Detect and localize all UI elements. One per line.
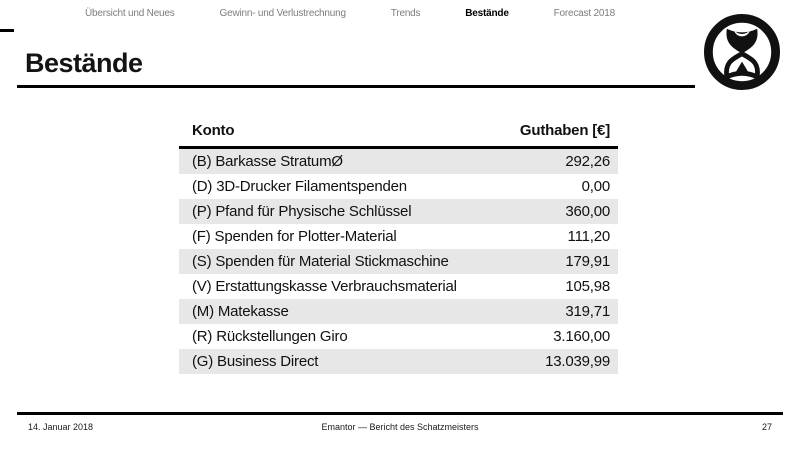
nav-section-item[interactable]: Bestände xyxy=(465,8,509,19)
account-balance: 179,91 xyxy=(565,253,610,270)
account-balance: 292,26 xyxy=(565,153,610,170)
table-row xyxy=(179,149,618,174)
account-name: (M) Matekasse xyxy=(192,303,289,320)
table-row xyxy=(179,299,618,324)
title-divider xyxy=(17,85,695,88)
column-header-guthaben: Guthaben [€] xyxy=(519,122,610,139)
account-name: (F) Spenden for Plotter-Material xyxy=(192,228,397,245)
hourglass-logo-icon xyxy=(702,12,782,92)
nav-section-item[interactable]: Gewinn- und Verlustrechnung xyxy=(219,8,346,19)
balances-table xyxy=(179,120,618,374)
table-row xyxy=(179,274,618,299)
account-name: (S) Spenden für Material Stickmaschine xyxy=(192,253,449,270)
nav-section-item[interactable]: Übersicht und Neues xyxy=(85,8,175,19)
nav-section-item[interactable]: Trends xyxy=(390,8,421,19)
account-name: (G) Business Direct xyxy=(192,353,319,370)
table-row xyxy=(179,324,618,349)
page-title: Bestände xyxy=(25,48,143,78)
footer-page-number: 27 xyxy=(761,422,772,432)
account-balance: 3.160,00 xyxy=(553,328,610,345)
table-row xyxy=(179,224,618,249)
table-row xyxy=(179,174,618,199)
account-name: (B) Barkasse StratumØ xyxy=(192,153,343,170)
table-row xyxy=(179,349,618,374)
account-name: (V) Erstattungskasse Verbrauchsmaterial xyxy=(192,278,457,295)
account-balance: 111,20 xyxy=(567,228,610,245)
account-balance: 0,00 xyxy=(581,178,610,195)
footer xyxy=(0,420,800,436)
footer-date: 14. Januar 2018 xyxy=(28,422,94,432)
table-row xyxy=(179,199,618,224)
account-name: (D) 3D-Drucker Filamentspenden xyxy=(192,178,407,195)
account-balance: 319,71 xyxy=(565,303,610,320)
footer-divider xyxy=(17,412,783,415)
column-header-konto: Konto xyxy=(192,122,235,139)
nav-section-item[interactable]: Forecast 2018 xyxy=(553,8,615,19)
table-row xyxy=(179,249,618,274)
account-balance: 105,98 xyxy=(565,278,610,295)
left-edge-tick xyxy=(0,29,14,32)
account-balance: 13.039,99 xyxy=(545,353,610,370)
account-balance: 360,00 xyxy=(565,203,610,220)
account-name: (R) Rückstellungen Giro xyxy=(192,328,348,345)
table-header-row xyxy=(179,120,618,146)
footer-author-title: Emantor — Bericht des Schatzmeisters xyxy=(321,422,479,432)
section-navigation xyxy=(85,8,615,19)
account-name: (P) Pfand für Physische Schlüssel xyxy=(192,203,412,220)
